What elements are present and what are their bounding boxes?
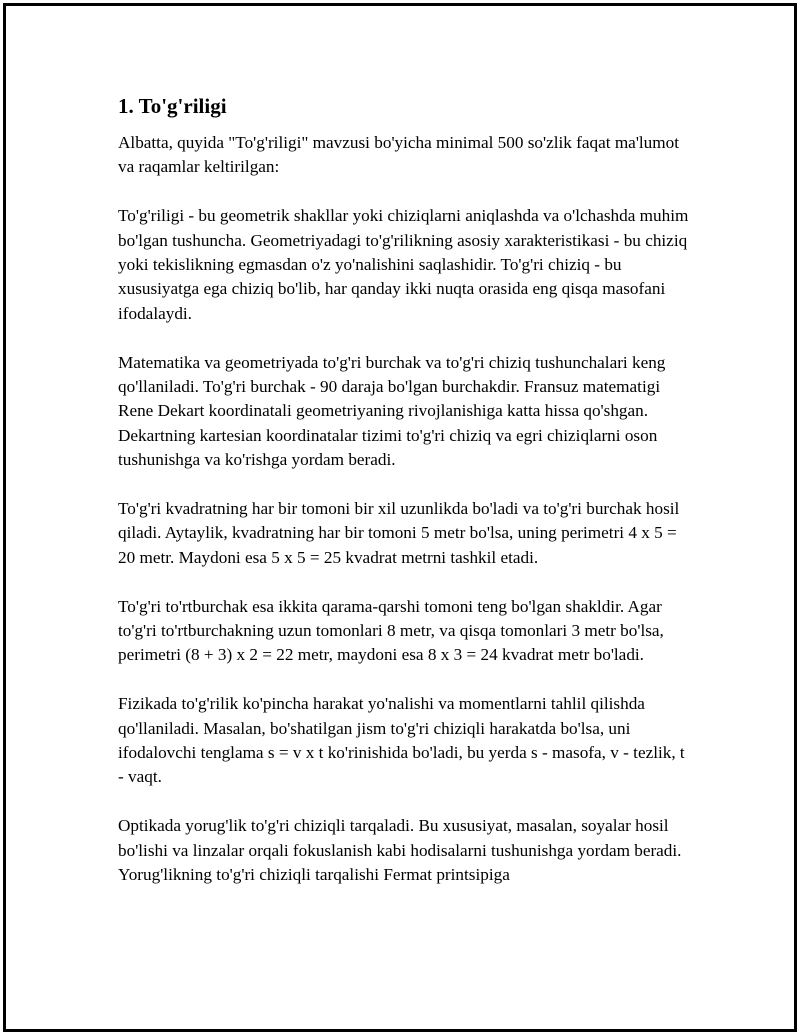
paragraph-optics: Optikada yorug'lik to'g'ri chiziqli tarqaladi. Bu xususiyat, masalan, soyalar hosil bo'lishi va linzalar orqali fokuslanish kabi hodisalarni tushunishga yordam beradi. Yorug'likning to'g'ri chiziqli tarqalishi Fermat printsipiga	[118, 816, 682, 885]
section-heading: 1. To'g'riligi	[118, 94, 227, 118]
paragraph-square: To'g'ri kvadratning har bir tomoni bir xil uzunlikda bo'ladi va to'g'ri burchak hosil qiladi. Aytaylik, kvadratning har bir tomoni 5 metr bo'lsa, uning perimetri 4 x 5 = 20 metr. Maydoni esa 5 x 5 = 25 kvadrat metrni tashkil etadi.	[118, 499, 680, 567]
document-body	[118, 92, 693, 912]
paragraph-definition: To'g'riligi - bu geometrik shakllar yoki chiziqlarni aniqlashda va o'lchashda muhim bo'lgan tushuncha. Geometriyadagi to'g'rilikning asosiy xarakteristikasi - bu chiziq yoki tekislikning egmasdan o'z yo'nalishini saqlashidir. To'g'ri chiziq - bu xususiyatga ega chiziq bo'lib, har qanday ikki nuqta orasida eng qisqa masofani ifodalaydi.	[118, 206, 689, 323]
paragraph-math-geometry: Matematika va geometriyada to'g'ri burchak va to'g'ri chiziq tushunchalari keng qo'llaniladi. To'g'ri burchak - 90 daraja bo'lgan burchakdir. Fransuz matematigi Rene Dekart koordinatali geometriyaning rivojlanishiga katta hissa qo'shgan. Dekartning kartesian koordinatalar tizimi to'g'ri chiziq va egri chiziqlarni oson tushunishga va ko'rishga yordam beradi.	[118, 352, 666, 470]
paragraph-rectangle: To'g'ri to'rtburchak esa ikkita qarama-qarshi tomoni teng bo'lgan shakldir. Agar to'g'ri to'rtburchakning uzun tomonlari 8 metr, va qisqa tomonlari 3 metr bo'lsa, perimetri (8 + 3) x 2 = 22 metr, maydoni esa 8 x 3 = 24 kvadrat metr bo'ladi.	[118, 596, 664, 665]
paragraph-intro: Albatta, quyida "To'g'riligi" mavzusi bo'yicha minimal 500 so'zlik faqat ma'lumot va raqamlar keltirilgan:	[118, 133, 680, 177]
paragraph-physics: Fizikada to'g'rilik ko'pincha harakat yo'nalishi va momentlarni tahlil qilishda qo'llaniladi. Masalan, bo'shatilgan jism to'g'ri chiziqli harakatda bo'lsa, uni ifodalovchi tenglama s = v x t ko'rinishida bo'ladi, bu yerda s - masofa, v - tezlik, t - vaqt.	[118, 694, 685, 787]
